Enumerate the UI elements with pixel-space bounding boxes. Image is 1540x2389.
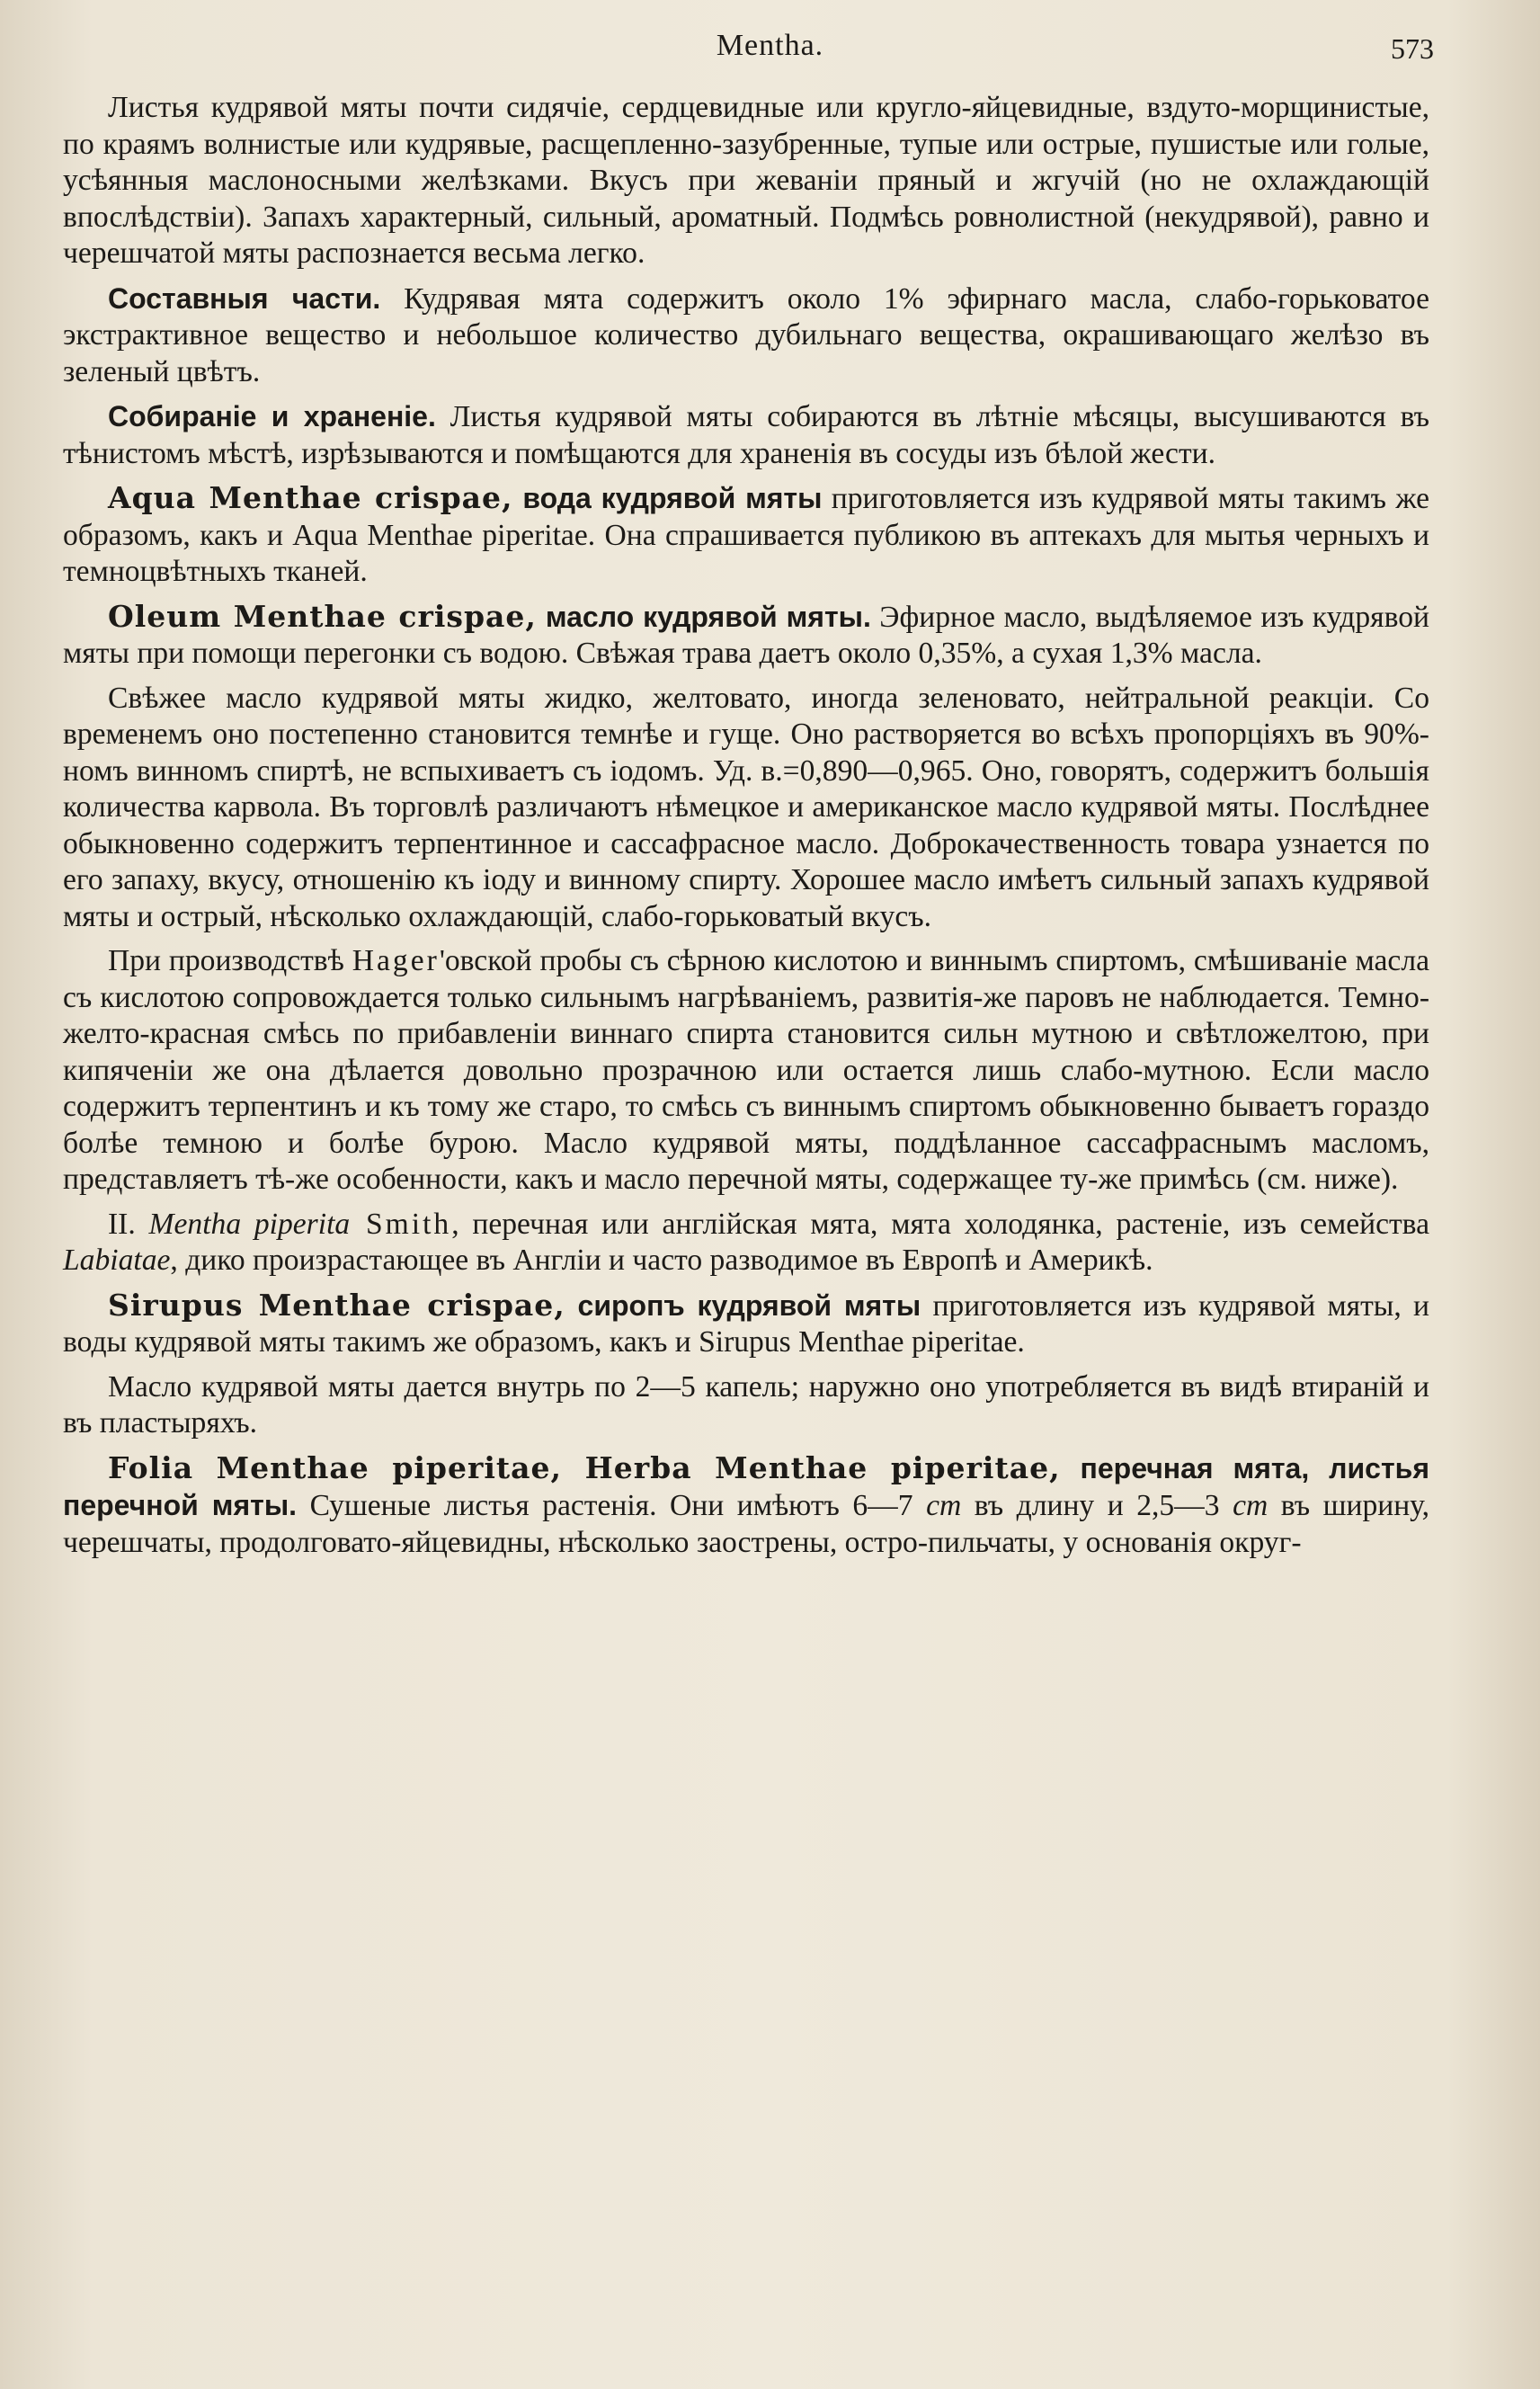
- paragraph-text: въ ширину, черешчаты, продолговато-яйцевидны, нѣсколько заострены, остро-пильчаты, у основанія округ-: [63, 1489, 1430, 1559]
- unit-cm: cm: [1233, 1489, 1268, 1522]
- page-number: 573: [1391, 32, 1434, 65]
- section-number: II.: [108, 1207, 149, 1241]
- author-name: Hager: [352, 944, 440, 977]
- paragraph-dosage: [63, 1369, 1429, 1442]
- latin-heading: Aqua Menthae crispae,: [108, 480, 513, 515]
- paragraph-text: Свѣжее масло кудрявой мяты жидко, желтовато, иногда зеленовато, нейтральной реакціи. Со временемъ оно постепенно становится темнѣе и гуще. Оно растворяется во всѣхъ пропорціяхъ въ 90%-номъ винномъ спиртѣ, не вспыхиваетъ съ іодомъ. Уд. в.=0,890—0,965. Оно, говорятъ, содержитъ большія количества карвола. Въ торговлѣ различаютъ нѣмецкое и американское масло кудрявой мяты. Послѣднее обыкновенно содержитъ терпентинное и сассафрасное масло. Доброкачественность товара узнается по его запаху, вкусу, отношенію къ іоду и винному спирту. Хорошее масло имѣетъ сильный запахъ кудрявой мяты и острый, нѣсколько охлаждающій, слабо-горьковатый вкусъ.: [63, 681, 1429, 933]
- species-name: Mentha piperita: [148, 1207, 351, 1241]
- paragraph-mentha-piperita: [63, 1207, 1429, 1279]
- latin-heading: Folia Menthae piperitae, Herba Menthae piperitae,: [108, 1449, 1061, 1485]
- paragraph-text: Эфирное масло, выдѣляемое изъ кудрявой мяты при помощи перегонки съ водою. Свѣжая трава даетъ около 0,35%, а сухая 1,3% масла.: [63, 600, 1429, 670]
- paragraph-text: Сушеные листья растенія. Они имѣютъ 6—7: [297, 1489, 927, 1522]
- paragraph-text: приготовляется изъ кудрявой мяты, и воды кудрявой мяты такимъ же образомъ, какъ и Sirupus Menthae piperitae.: [63, 1288, 1429, 1359]
- paragraph-oleum-menthae: [63, 599, 1429, 673]
- paragraph-hager-test: [63, 943, 1429, 1199]
- paragraph-text: приготовляется изъ кудрявой мяты такимъ же образомъ, какъ и Aqua Menthae piperitae. Она спрашивается публикою въ аптекахъ для мытья черныхъ и темноцвѣтныхъ тканей.: [63, 482, 1429, 588]
- author-name: Smith: [350, 1207, 452, 1241]
- section-heading: вода кудрявой мяты: [512, 482, 823, 514]
- paragraph-text: Листья кудрявой мяты собираются въ лѣтніе мѣсяцы, высушиваются въ тѣнистомъ мѣстѣ, изрѣзываются и помѣщаются для храненія въ сосуды изъ бѣлой жести.: [63, 400, 1429, 470]
- page-header: [0, 20, 1540, 74]
- latin-heading: Sirupus Menthae crispae,: [108, 1287, 565, 1323]
- paragraph-text: , перечная или англійская мята, мята холодянка, растеніе, изъ семейства: [451, 1207, 1430, 1241]
- paragraph-text: Масло кудрявой мяты дается внутрь по 2—5 капель; наружно оно употребляется въ видѣ втираній и въ пластыряхъ.: [63, 1369, 1429, 1440]
- paragraph-aqua-menthae: [63, 480, 1429, 591]
- section-heading: сиропъ кудрявой мяты: [565, 1288, 921, 1322]
- paragraph-fresh-oil: [63, 681, 1429, 936]
- paragraph-text: , дико произрастающее въ Англіи и часто разводимое въ Европѣ и Америкѣ.: [170, 1244, 1153, 1277]
- unit-cm: cm: [926, 1489, 962, 1522]
- paragraph-text: 'овской пробы съ сѣрною кислотою и виннымъ спиртомъ, смѣшиваніе масла съ кислотою сопровождается только сильнымъ нагрѣваніемъ, развитія-же паровъ не наблюдается. Темно-желто-красная смѣсь по прибавленіи виннаго спирта становится сильн мутною и свѣтложелтою, при кипяченіи же она дѣлается довольно прозрачною или остается лишь слабо-мутною. Если масло содержитъ терпентинъ и къ тому же старо, то смѣсь съ виннымъ спиртомъ обыкновенно бываетъ гораздо болѣе темною и болѣе бурою. Масло кудрявой мяты, поддѣланное сассафраснымъ масломъ, представляетъ тѣ-же особенности, какъ и масло перечной мяты, содержащее ту-же примѣсь (см. ниже).: [63, 944, 1429, 1196]
- section-heading: Собираніе и храненіе.: [108, 400, 436, 432]
- section-heading: Составныя части.: [108, 281, 381, 315]
- latin-heading: Oleum Menthae crispae,: [108, 598, 537, 634]
- page-body: [63, 90, 1429, 1569]
- paragraph-constituents: [63, 281, 1429, 391]
- paragraph-folia-menthae: [63, 1450, 1429, 1562]
- section-heading: масло кудрявой мяты.: [536, 600, 871, 633]
- section-heading: перечная мята, листья перечной мяты.: [63, 1451, 1429, 1521]
- paragraph-sirupus-menthae: [63, 1288, 1429, 1361]
- paragraph-text: Листья кудрявой мяты почти сидячіе, сердцевидные или кругло-яйцевидные, вздуто-морщинистые, по краямъ волнистые или кудрявые, расщепленно-зазубренные, тупые или острые, пушистые или голые, усѣянныя маслоносными желѣзками. Вкусъ при жеваніи пряный и жгучій (но не охлаждающій впослѣдствіи). Запахъ характерный, сильный, ароматный. Подмѣсь ровнолистной (некудрявой), равно и черешчатой мяты распознается весьма легко.: [63, 91, 1429, 270]
- running-title: Mentha.: [716, 29, 824, 62]
- paragraph-text: Кудрявая мята содержитъ около 1% эфирнаго масла, слабо-горьковатое экстрактивное вещество и небольшое количество дубильнаго вещества, окрашивающаго желѣзо въ зеленый цвѣтъ.: [63, 281, 1430, 388]
- paragraph-leaves-description: [63, 90, 1429, 272]
- family-name: Labiatae: [63, 1244, 171, 1277]
- paragraph-collection-storage: [63, 398, 1429, 472]
- paragraph-text: въ длину и 2,5—3: [961, 1489, 1233, 1522]
- paragraph-text: При производствѣ: [108, 944, 352, 977]
